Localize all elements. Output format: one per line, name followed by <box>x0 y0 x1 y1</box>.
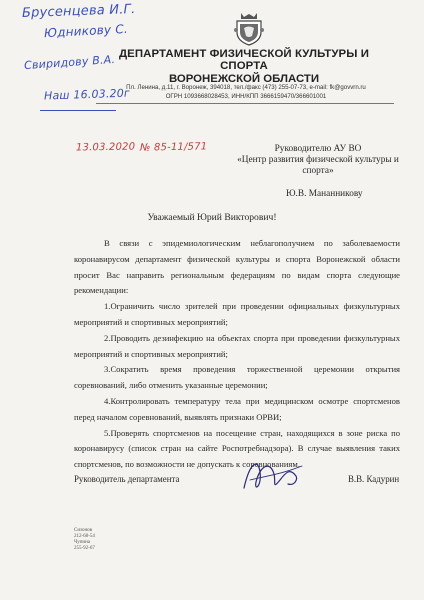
executor-name-1: Сизонов <box>74 528 92 533</box>
recommendation-item: 3.Сократить время проведения торжественной церемонии открытия соревнований, либо отменить указанные церемонии; <box>74 364 400 391</box>
resolution-line-3: Свиридову В.А. <box>23 52 116 73</box>
signatory-position: Руководитель департамента <box>74 474 180 484</box>
contacts-registration: ОГРН 1093668028453, ИНН/КПП 3666159470/366601001 <box>165 93 327 100</box>
body-intro: В связи с эпидемиологическим неблагополучием по заболеваемости коронавирусом департамент физической культуры и спорта Воронежской области просит Вас направить региональным федерациям по видам спорта следующие рекомендации: <box>74 238 400 296</box>
executor-phone-1: 212-68-54 <box>74 534 95 539</box>
registration-date: 13.03.2020 <box>75 141 136 154</box>
letter-body <box>74 236 400 473</box>
resolution-line-4: Наш 16.03.20г <box>43 86 131 103</box>
resolution-line-1: Брусенцева И.Г. <box>21 2 136 21</box>
recipient-line-1: Руководителю АУ ВО <box>274 144 362 154</box>
resolution-line-2: Юдникову С. <box>43 21 129 41</box>
org-contacts <box>96 83 396 101</box>
recipient-name: Ю.В. Мананникову <box>286 189 363 199</box>
header-divider <box>96 103 394 104</box>
org-name-line-2: ВОРОНЕЖСКОЙ ОБЛАСТИ <box>168 73 320 85</box>
resolution-underline <box>40 110 116 111</box>
recommendation-item: 2.Проводить дезинфекцию на объектах спорта при проведении физкультурных мероприятий и спортивных мероприятий; <box>74 332 400 359</box>
recommendation-item: 5.Проверять спортсменов на посещение стран, находящихся в зоне риска по коронавирусу (список стран на сайте Роспотребнадзора). В случае выявления таких спортсменов, по возможности не допускать к соревнованиям. <box>74 427 400 470</box>
org-name-line-1: ДЕПАРТАМЕНТ ФИЗИЧЕСКОЙ КУЛЬТУРЫ И СПОРТА <box>118 48 370 72</box>
coat-of-arms-icon <box>232 10 266 46</box>
recommendation-item: 1.Ограничить число зрителей при проведении официальных физкультурных мероприятий и спортивных мероприятий; <box>74 301 400 327</box>
recommendation-item: 4.Контролировать температуру тела при медицинском осмотре спортсменов перед началом соревнований, выявлять признаки ОРВИ; <box>74 395 400 422</box>
executor-info <box>74 528 95 552</box>
registration-number: № 85-11/571 <box>139 141 208 154</box>
recipient-line-3: спорта» <box>302 166 334 176</box>
contacts-address: Пл. Ленина, д.11, г. Воронеж, 394018, тел./факс (473) 255-07-73, e-mail: fk@govvrn.ru <box>126 84 366 91</box>
handwritten-signature-icon <box>236 452 306 500</box>
salutation: Уважаемый Юрий Викторович! <box>147 212 277 223</box>
letterhead <box>96 48 392 85</box>
recipient-block <box>228 144 408 177</box>
executor-phone-2: 255-92-67 <box>74 546 95 551</box>
executor-name-2: Чупина <box>74 540 90 545</box>
recipient-line-2: «Центр развития физической культуры и <box>237 155 399 165</box>
signatory-name: В.В. Кадурин <box>348 474 400 484</box>
